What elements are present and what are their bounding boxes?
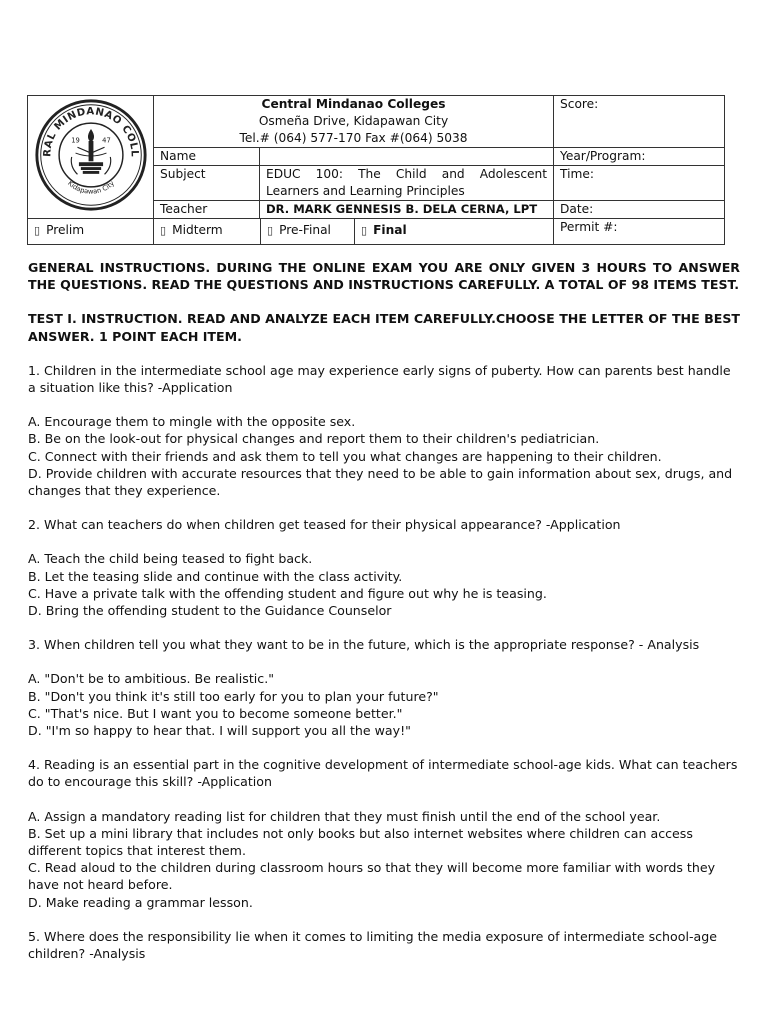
checkbox-icon[interactable]: ▯ <box>267 224 274 237</box>
permit-label: Permit #: <box>554 219 725 245</box>
term-label: Midterm <box>172 223 223 237</box>
question-text: 4. Reading is an essential part in the cognitive development of intermediate school-age kids. What can teachers do to encourage this skill? -Application <box>28 757 738 790</box>
option-a: A. Teach the child being teased to fight back. <box>28 551 313 567</box>
year-program-label: Year/Program: <box>554 148 725 166</box>
question-4 <box>28 756 740 911</box>
logo-city-text: Kidapawan City <box>65 178 116 196</box>
option-b: B. Set up a mini library that includes not only books but also internet websites where children can access different topics that interest them. <box>28 825 693 859</box>
question-text: 1. Children in the intermediate school age may experience early signs of puberty. How can parents best handle a situation like this? -Application <box>28 362 731 396</box>
checkbox-icon[interactable]: ▯ <box>361 224 368 237</box>
term-prefinal[interactable] <box>261 219 355 244</box>
school-contact: Tel.# (064) 577-170 Fax #(064) 5038 <box>239 131 468 145</box>
school-name: Central Mindanao Colleges <box>261 97 446 111</box>
teacher-label: Teacher <box>154 201 260 219</box>
option-b: B. Let the teasing slide and continue with the class activity. <box>28 568 403 584</box>
school-info <box>154 96 554 148</box>
question-text: 5. Where does the responsibility lie when it comes to limiting the media exposure of intermediate school-age children? -Analysis <box>28 928 717 962</box>
subject-line-1: EDUC 100: The Child and Adolescent <box>266 167 548 181</box>
subject-value <box>260 166 554 201</box>
term-label: Pre-Final <box>279 223 331 237</box>
question-3 <box>28 636 740 739</box>
option-c: C. Have a private talk with the offending student and figure out why he is teasing. <box>28 585 547 601</box>
option-d: D. Bring the offending student to the Guidance Counselor <box>28 603 392 619</box>
question-options <box>28 808 740 911</box>
checkbox-icon[interactable]: ▯ <box>34 224 41 237</box>
term-prelim[interactable] <box>28 219 154 245</box>
logo-year-left: 19 <box>70 135 80 144</box>
term-options-cell <box>154 219 554 245</box>
option-b: B. Be on the look-out for physical changes and report them to their children's pediatrician. <box>28 431 600 447</box>
option-c: C. Connect with their friends and ask them to tell you what changes are happening to their children. <box>28 448 662 464</box>
date-label: Date: <box>554 201 725 219</box>
logo-year-right: 47 <box>101 135 111 144</box>
option-d: D. Provide children with accurate resources that they need to be able to gain information about sex, drugs, and changes that they experience. <box>28 465 733 499</box>
test-instruction: TEST I. INSTRUCTION. READ AND ANALYZE EACH ITEM CAREFULLY.CHOOSE THE LETTER OF THE BEST ANSWER. 1 POINT EACH ITEM. <box>28 311 740 344</box>
question-options <box>28 550 740 619</box>
option-a: A. Assign a mandatory reading list for children that they must finish until the end of the school year. <box>28 808 661 824</box>
term-midterm[interactable] <box>154 219 261 244</box>
option-a: A. "Don't be to ambitious. Be realistic." <box>28 671 275 687</box>
name-field[interactable] <box>260 148 554 166</box>
score-cell <box>554 96 725 148</box>
school-logo-cell <box>28 96 154 219</box>
question-options <box>28 413 740 499</box>
question-text: 2. What can teachers do when children get teased for their physical appearance? -Application <box>28 517 621 533</box>
option-a: A. Encourage them to mingle with the opposite sex. <box>28 414 356 430</box>
question-5 <box>28 928 740 962</box>
name-label: Name <box>154 148 260 166</box>
question-text: 3. When children tell you what they want to be in the future, which is the appropriate response? - Analysis <box>28 637 700 653</box>
term-final[interactable] <box>355 219 553 244</box>
exam-content <box>28 259 740 979</box>
subject-line-2: Learners and Learning Principles <box>266 184 465 198</box>
question-options <box>28 670 740 739</box>
question-1 <box>28 362 740 499</box>
teacher-value: DR. MARK GENNESIS B. DELA CERNA, LPT <box>260 201 554 219</box>
term-label: Final <box>373 223 407 237</box>
option-d: D. "I'm so happy to hear that. I will support you all the way!" <box>28 723 411 739</box>
school-seal-logo <box>33 97 149 213</box>
school-address: Osmeña Drive, Kidapawan City <box>258 114 449 128</box>
score-label: Score: <box>560 97 599 111</box>
term-label: Prelim <box>46 223 85 237</box>
general-instructions: GENERAL INSTRUCTIONS. DURING THE ONLINE EXAM YOU ARE ONLY GIVEN 3 HOURS TO ANSWER THE QUESTIONS. READ THE QUESTIONS AND INSTRUCTIONS CAREFULLY. A TOTAL OF 98 ITEMS TEST. <box>28 260 740 293</box>
exam-header-table <box>27 95 725 245</box>
option-b: B. "Don't you think it's still too early for you to plan your future?" <box>28 688 439 704</box>
subject-label: Subject <box>154 166 260 201</box>
checkbox-icon[interactable]: ▯ <box>160 224 167 237</box>
option-c: C. Read aloud to the children during classroom hours so that they will become more familiar with words they have not heard before. <box>28 860 716 893</box>
option-d: D. Make reading a grammar lesson. <box>28 894 253 910</box>
time-label: Time: <box>554 166 725 201</box>
logo-ring-text: RAL MINDANAO COLL <box>41 105 140 157</box>
option-c: C. "That's nice. But I want you to become someone better." <box>28 705 403 721</box>
question-2 <box>28 516 740 619</box>
